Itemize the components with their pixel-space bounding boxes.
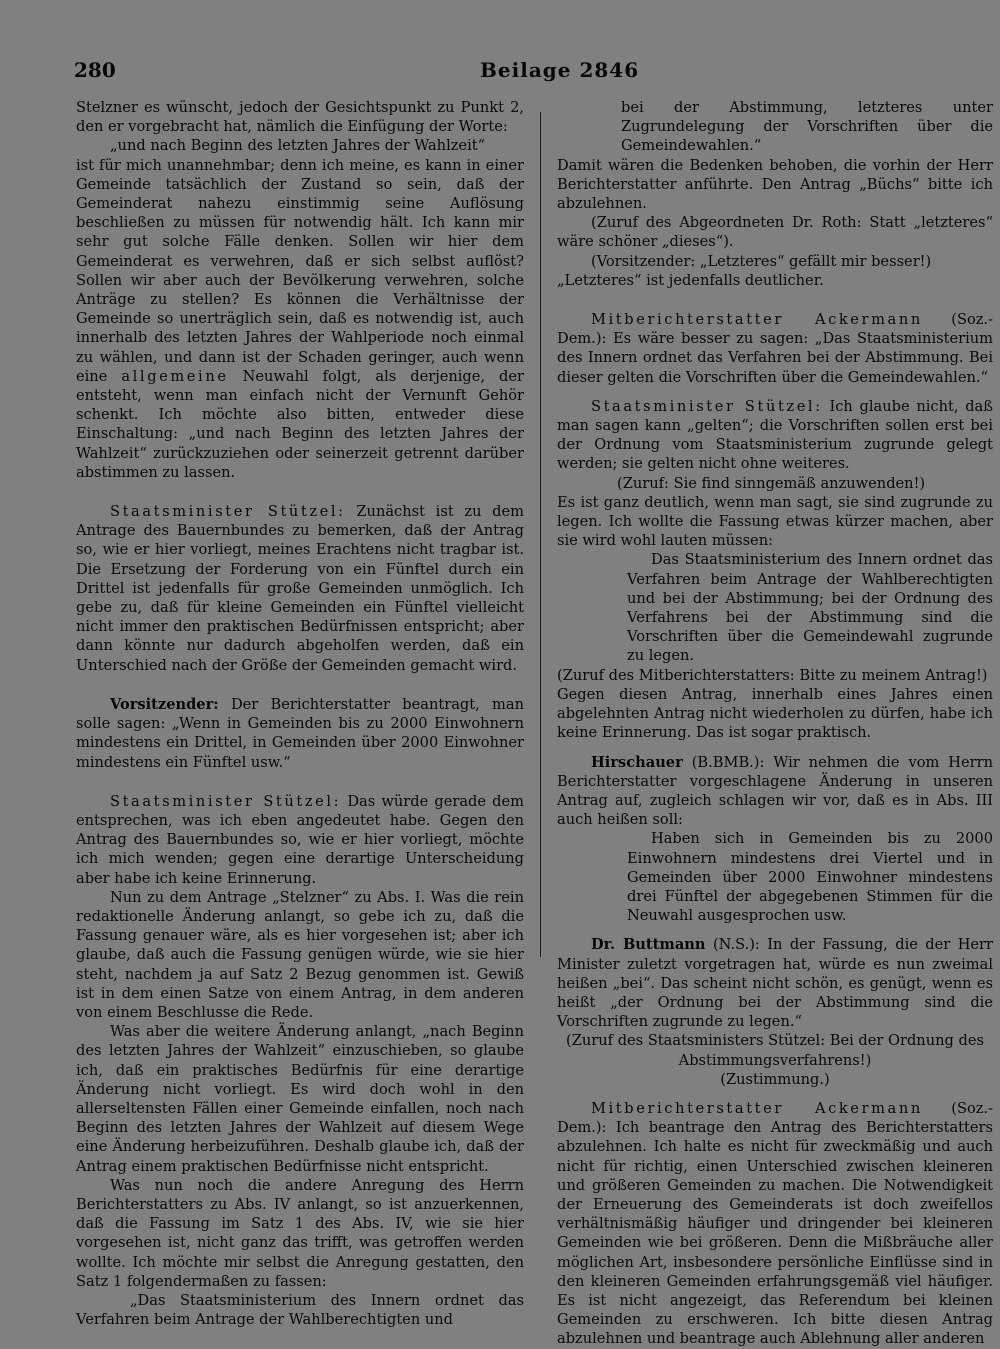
paragraph: Es ist ganz deutlich, wenn man sagt, sie sind zugrunde zu legen. Ich wollte die Fassung etwas kürzer machen, aber sie wird wohl lauten müssen: (557, 493, 993, 550)
speech-stuetzel-3: Staatsminister Stützel: Ich glaube nicht, daß man sagen kann „gelten“; die Vorschriften sollen erst bei der Ordnung vom Staatsministerium zugrunde gelegt werden; sie gelten nicht ohne weiteres. (557, 397, 993, 473)
column-divider (540, 112, 541, 957)
paragraph: Damit wären die Bedenken behoben, die vorhin der Herr Berichterstatter anführte. Den Antrag „Büchs“ bitte ich abzulehnen. (557, 156, 993, 213)
interjection: (Vorsitzender: „Letzteres“ gefällt mir besser!) (591, 252, 932, 270)
paragraph: Stelzner es wünscht, jedoch der Gesichtspunkt zu Punkt 2, den er vorgebracht hat, nämlich die Einfügung der Worte: (76, 99, 524, 136)
emphasis: allgemeine (121, 367, 229, 385)
interjection: (Zustimmung.) (720, 1070, 830, 1088)
speaker-name: Vorsitzender: (110, 695, 219, 713)
speech-ackermann-1: Mitberichterstatter Ackermann (Soz.-Dem.): Es wäre besser zu sagen: „Das Staatsministerium des Innern ordnet das Verfahren bei der Abstimmung. Bei dieser gelten die Vorschriften über die Gemeindewahlen.“ (557, 311, 994, 386)
page-number: 280 (74, 58, 116, 82)
speaker-name: Staatsminister Stützel: (591, 397, 823, 415)
speaker-name: Staatsminister Stützel: (110, 503, 346, 521)
left-column (76, 98, 524, 1329)
interjection: (Zuruf des Abgeordneten Dr. Roth: Statt „letzteres“ wäre schöner „dieses“). (557, 214, 993, 251)
quote: „Das Staatsministerium des Innern ordnet das Verfahren beim Antrage der Wahlberechtigten und (76, 1291, 524, 1329)
paragraph: ist für mich unannehmbar; denn ich meine, es kann in einer Gemeinde tatsächlich der Zustand so sein, daß der Gemeinderat nahezu einstimmig seine Auflösung beschließen zu müssen für notwendig hält. Ich kann mir sehr gut solche Fälle denken. Sollen wir hier dem Gemeinderat es verwehren, daß er sich selbst auflöst? Sollen wir aber auch der Bevölkerung verwehren, solche Anträge zu stellen? Es können die Verhältnisse der Gemeinde so unerträglich sein, daß es notwendig ist, auch innerhalb des letzten Jahres der Wahlperiode noch einmal zu wählen, und dann ist der Schaden geringer, auch wenn eine allgemeine Neuwahl folgt, als derjenige, der entsteht, wenn man einfach nicht der Vernunft Gehör schenkt. Ich möchte also bitten, entweder diese Einschaltung: „und nach Beginn des letzten Jahres der Wahlzeit“ zurückzuziehen oder seinerzeit getrennt darüber abstimmen zu lassen. (76, 156, 524, 481)
interjection: (Zuruf des Mitberichterstatters: Bitte zu meinem Antrag!) (557, 666, 988, 684)
speaker-name: Hirschauer (591, 753, 683, 771)
speaker-name: Mitberichterstatter Ackermann (591, 1099, 923, 1117)
speaker-name: Mitberichterstatter Ackermann (591, 311, 923, 329)
speech-vorsitzender: Vorsitzender: Der Berichterstatter beantragt, man solle sagen: „Wenn in Gemeinden bis zu 2000 Einwohnern mindestens ein Drittel, in Gemeinden über 2000 Einwohner mindestens ein Fünftel usw.“ (76, 695, 524, 771)
paragraph: Was nun noch die andere Anregung des Herrn Berichterstatters zu Abs. IV anlangt, so ist anzuerkennen, daß die Fassung im Satz 1 des Abs. IV, wie sie hier vorgesehen ist, nicht ganz das trifft, was getroffen werden wollte. Ich möchte mir selbst die Anregung gestatten, den Satz 1 folgendermaßen zu fassen: (76, 1176, 524, 1290)
paragraph: Gegen diesen Antrag, innerhalb eines Jahres einen abgelehnten Antrag nicht wiederholen zu dürfen, habe ich keine Erinnerung. Das ist sogar praktisch. (557, 685, 993, 742)
speech-stuetzel-1: Staatsminister Stützel: Zunächst ist zu dem Antrage des Bauernbundes zu bemerken, daß der Antrag so, wie er hier vorliegt, meines Erachtens nicht tragbar ist. Die Ersetzung der Forderung von ein Fünftel durch ein Drittel ist jedenfalls für große Gemeinden unmöglich. Ich gebe zu, daß für kleine Gemeinden ein Fünftel vielleicht nicht immer den praktischen Bedürfnissen entspricht; aber dann könnte nur dadurch abgeholfen werden, daß ein Unterschied nach der Größe der Gemeinden gemacht wird. (76, 503, 524, 674)
page-header (74, 58, 960, 88)
quote: Das Staatsministerium des Innern ordnet das Verfahren beim Antrage der Wahlberechtigten und bei der Abstimmung; bei der Ordnung des Verfahrens bei der Abstimmung sind die Vorschriften über die Gemeindewahl zugrunde zu legen. (627, 551, 993, 665)
speech-buttmann: Dr. Buttmann (N.S.): In der Fassung, die der Herr Minister zuletzt vorgetragen hat, würde es nun zweimal heißen „bei“. Das scheint nicht schön, es genügt, wenn es heißt „der Ordnung bei der Abstimmung sind die Vorschriften zugrunde zu legen.“ (557, 936, 994, 1031)
speaker-name: Dr. Buttmann (591, 936, 706, 954)
speech-ackermann-2: Mitberichterstatter Ackermann (Soz.-Dem.): Ich beantrage den Antrag des Berichterstatters abzulehnen. Ich halte es nicht für zweckmäßig und auch nicht für richtig, einen Unterschied zwischen kleineren und größeren Gemeinden zu machen. Die Notwendigkeit der Erneuerung des Gemeinderats ist doch zweifellos verhältnismäßig häufiger und dringender bei kleineren Gemeinden wie bei größeren. Denn die Mißbräuche aller möglichen Art, insbesondere persönliche Einflüsse sind in den kleineren Gemeinden erfahrungsgemäß viel häufiger. Es ist nicht angezeigt, das Referendum bei kleinen Gemeinden zu erschweren. Ich bitte diesen Antrag abzulehnen und beantrage auch Ablehnung aller anderen (557, 1099, 994, 1348)
speech-hirschauer: Hirschauer (B.BMB.): Wir nehmen die vom Herrn Berichterstatter vorgeschlagene Änderung in unseren Antrag auf, zugleich schlagen wir vor, daß es in Abs. III auch heißen soll: (557, 753, 993, 829)
quote-continuation: bei der Abstimmung, letzteres unter Zugrundelegung der Vorschriften über die Gemeindewahlen.“ (621, 99, 993, 155)
speech-stuetzel-2: Staatsminister Stützel: Das würde gerade dem entsprechen, was ich eben angedeutet habe. Gegen den Antrag des Bauernbundes so, wie er hier vorliegt, möchte ich mich wenden; gegen eine derartige Unterscheidung aber habe ich keine Erinnerung. (76, 792, 524, 887)
quote: Haben sich in Gemeinden bis zu 2000 Einwohnern mindestens drei Viertel und in Gemeinden über 2000 Einwohner mindestens drei Fünftel der abgegebenen Stimmen für die Neuwahl ausgesprochen usw. (627, 830, 993, 925)
speaker-name: Staatsminister Stützel: (110, 792, 342, 810)
paragraph: Nun zu dem Antrage „Stelzner“ zu Abs. I. Was die rein redaktionelle Änderung anlangt, so gebe ich zu, daß die Fassung genauer wäre, als es hier vorgesehen ist; aber ich glaube, daß auch die Fassung genügen würde, wie sie hier steht, nachdem ja auf Satz 2 Bezug genommen ist. Gewiß ist in dem einen Satze von einem Antrag, in dem anderen von einem Beschlusse die Rede. (76, 888, 524, 1021)
right-column (557, 98, 993, 1349)
paragraph: Was aber die weitere Änderung anlangt, „nach Beginn des letzten Jahres der Wahlzeit“ einzuschieben, so glaube ich, daß ein praktisches Bedürfnis für eine derartige Änderung nicht vorliegt. Es wird doch wohl in den allerseltensten Fällen einer Gemeinde einfallen, noch nach Beginn des letzten Jahres der Wahlzeit auf diesem Wege eine Änderung herbeizuführen. Deshalb glaube ich, daß der Antrag einem praktischen Bedürfnisse nicht entspricht. (76, 1023, 524, 1175)
interjection: (Zuruf: Sie find sinngemäß anzuwenden!) (617, 474, 926, 492)
interjection: (Zuruf des Staatsministers Stützel: Bei der Ordnung des Abstimmungsverfahrens!) (566, 1032, 984, 1069)
running-title: Beilage 2846 (480, 58, 640, 82)
paragraph: „Letzteres“ ist jedenfalls deutlicher. (557, 271, 824, 289)
quote-line: „und nach Beginn des letzten Jahres der Wahlzeit“ (110, 137, 486, 155)
